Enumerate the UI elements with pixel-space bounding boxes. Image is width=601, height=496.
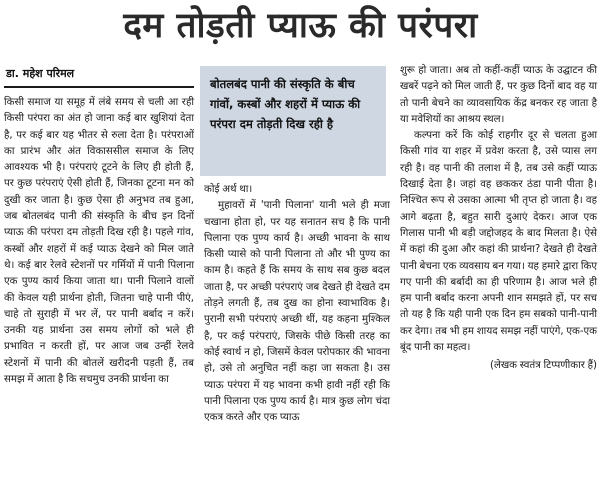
- article-column-2: [204, 182, 390, 426]
- byline-block: [4, 64, 194, 88]
- author-credit: (लेखक स्वतंत्र टिप्पणीकार हैं): [489, 360, 597, 372]
- paragraph: कोई अर्थ था।: [204, 184, 253, 195]
- pull-quote: बोतलबंद पानी की संस्कृति के बीच गांवों, कस्बों और शहरों में प्याऊ की परंपरा दम तोड़ती दिख रही है: [200, 66, 386, 176]
- article-column-3: [400, 63, 597, 374]
- paragraph: किसी समाज या समूह में लंबे समय से चली आ रही किसी परंपरा का अंत हो जाना कई बार खुशियां देता है, पर कई बार यह भीतर से रुला देता है। परंपराओं का प्रारंभ और अंत विकाससील समाज के लिए आवश्यक भी है। परंपराएं टूटने के लिए ही होती हैं, पर कुछ परंपराएं ऐसी होती हैं, जिनका टूटना मन को दुखी कर जाता है। कुछ ऐसा ही अनुभव तब हुआ, जब बोतलबंद पानी की संस्कृति के बीच इन दिनों प्याऊ की परंपरा दम तोड़ती दिख रही है। पहले गांव, कस्बों और शहरों में कई प्याऊ देखने को मिल जाते थे। कई बार रेलवे स्टेशनों पर गर्मियों में पानी पिलाना एक पुण्य कार्य किया जाता था। पानी पिलाने वालों की केवल यही प्रार्थना होती, जितना चाहे पानी पीएं, चाहे तो सुराही में भर लें, पर पानी बर्बाद न करें। उनकी यह प्रार्थना उस समय लोगों को भले ही प्रभावित न करती हों, पर आज जब उन्हीं रेलवे स्टेशनों में पानी की बोतलें खरीदनी पड़ती हैं, तब समझ में आता है कि सचमुच उनकी प्रार्थना का: [4, 97, 194, 386]
- article-column-1: [4, 95, 194, 388]
- paragraph: शुरू हो जाता। अब तो कहीं-कहीं प्याऊ के उद्घाटन की खबरें पढ़ने को मिल जाती हैं, पर कुछ दिनों बाद वह या तो पानी बेचने का व्यावसायिक केंद्र बनकर रह जाता है या मवेशियों का आश्रय स्थल।: [400, 65, 597, 125]
- paragraph: मुहावरों में 'पानी पिलाना' यानी भले ही मजा चखाना होता हो, पर यह सनातन सच है कि पानी पिलाना एक पुण्य कार्य है। अच्छी भावना के साथ किसी प्यासे को पानी पिलाना तो और भी पुण्य का काम है। कहते हैं कि समय के साथ सब कुछ बदल जाता है, पर अच्छी परंपराएं जब देखते ही देखते दम तोड़ने लगती हैं, तब दुख का होना स्वाभाविक है। पुरानी सभी परंपराएं अच्छी थीं, यह कहना मुश्किल है, पर कई परंपराएं, जिसके पीछे किसी तरह का कोई स्वार्थ न हो, जिसमें केवल परोपकार की भावना हो, उसे तो अनुचित नहीं कहा जा सकता है। उस प्याऊ परंपरा में यह भावना कभी हावी नहीं रही कि पानी पिलाना एक पुण्य कार्य है। मात्र कुछ लोग चंदा एकत्र करते और एक प्याऊ: [204, 200, 390, 424]
- byline: डा. महेश परिमल: [6, 67, 75, 80]
- headline: दम तोड़ती प्याऊ की परंपरा: [123, 5, 478, 46]
- paragraph: कल्पना करें कि कोई राहगीर दूर से चलता हुआ किसी गांव या शहर में प्रवेश करता है, उसे प्यास लग रही है। वह पानी की तलाश में है, तब उसे कहीं प्याऊ दिखाई देता है। जहां वह छककर ठंडा पानी पीता है। निश्चित रूप से उसका आत्मा भी तृप्त हो जाता है। वह आगे बढ़ता है, बहुत सारी दुआएं देकर। आज एक गिलास पानी भी बड़ी जद्दोजहद के बाद मिलता है। ऐसे में कहां की दुआ और कहां की प्रार्थना? देखते ही देखते पानी बेचना एक व्यवसाय बन गया। यह हमारे द्वारा किए गए पानी की बर्बादी का ही परिणाम है। आज भले ही हम पानी बर्बाद करना अपनी शान समझते हों, पर सच तो यह है कि यही पानी एक दिन हम सबको पानी-पानी कर देगा। तब भी हम शायद समझ नहीं पाएंगे, एक-एक बूंद पानी का महत्व।: [400, 130, 597, 354]
- byline-divider: [4, 86, 194, 88]
